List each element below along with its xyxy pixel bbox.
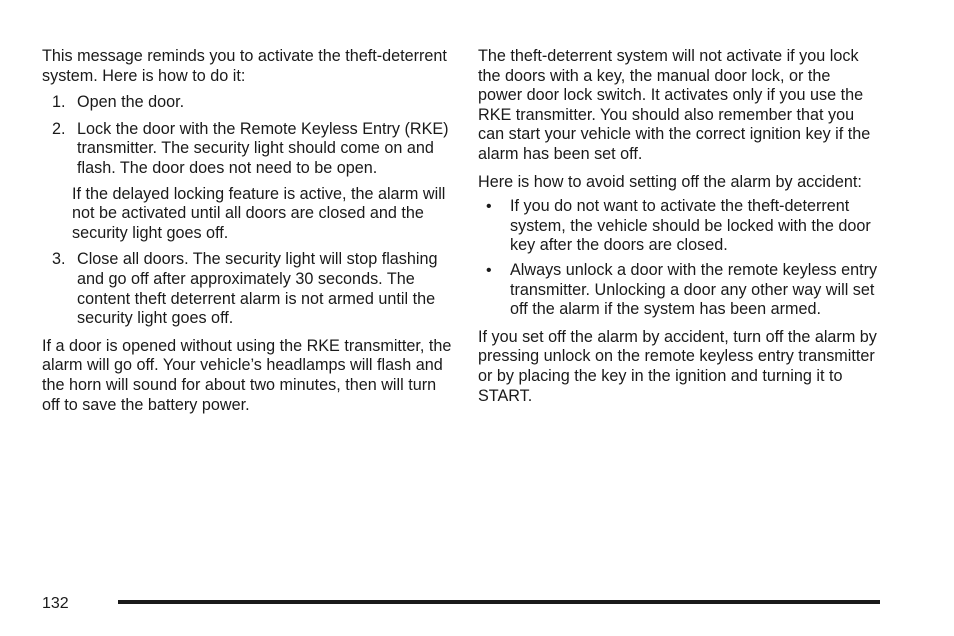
bullet-text: If you do not want to activate the theft-deterrent system, the vehicle should be locked with the door key after the doors are closed. [510,197,871,255]
alarm-off-paragraph: If you set off the alarm by accident, turn off the alarm by pressing unlock on the remote keyless entry transmitter or by placing the key in the ignition and turning it to START. [478,327,877,405]
bullet-icon: • [486,198,492,216]
step-number: 1. [52,93,66,112]
page-number: 132 [42,595,69,612]
bullet-text: Always unlock a door with the remote keyless entry transmitter. Unlocking a door any other way will set off the alarm if the system has been armed. [510,260,878,319]
step-2 [42,120,452,179]
step-text: Close all doors. The security light will stop flashing and go off after approximately 30 seconds. The content theft deterrent alarm is not armed until the security light goes off. [77,250,438,328]
intro-paragraph: This message reminds you to activate the theft-deterrent system. Here is how to do it: [42,47,447,85]
avoid-alarm-intro: Here is how to avoid setting off the alarm by accident: [478,172,862,191]
bullet-icon: • [486,261,492,279]
step-3 [42,250,452,328]
delayed-locking-note: If the delayed locking feature is active, the alarm will not be activated until all doors are closed and the security light goes off. [72,184,446,242]
step-text: Lock the door with the Remote Keyless Entry (RKE) transmitter. The security light should come on and flash. The door does not need to be open. [77,119,449,177]
left-column [42,47,452,415]
step-number: 3. [52,250,66,269]
bullet-item [478,261,878,320]
footer-rule [118,600,880,604]
step-number: 2. [52,119,66,138]
step-text: Open the door. [77,93,185,112]
step-1 [42,93,452,113]
bullet-item [478,197,878,256]
right-column [478,47,878,406]
activation-paragraph: The theft-deterrent system will not activate if you lock the doors with a key, the manual door lock, or the power door lock switch. It activates only if you use the RKE transmitter. You should also remember that you can start your vehicle with the correct ignition key if the alarm has been set off. [478,47,871,163]
closing-paragraph: If a door is opened without using the RKE transmitter, the alarm will go off. Your vehicle’s headlamps will flash and the horn will sound for about two minutes, then will turn off to save the battery power. [42,336,452,414]
